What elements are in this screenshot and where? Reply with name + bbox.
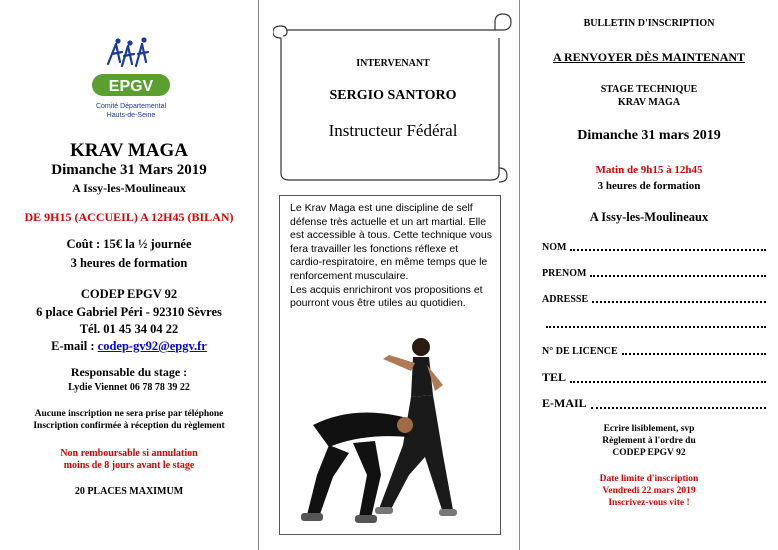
stage-place: A Issy-les-Moulineaux bbox=[589, 210, 709, 224]
middle-panel bbox=[258, 0, 520, 550]
stage-name: KRAV MAGA bbox=[617, 97, 681, 108]
course-place: A Issy-les-Moulineaux bbox=[72, 181, 186, 195]
description-paragraph-2: Les acquis enrichiront vos propositions et pourront vous être utiles au quotidien. bbox=[290, 283, 483, 310]
intervenant-name: SERGIO SANTORO bbox=[329, 88, 457, 103]
field-adresse-2[interactable] bbox=[542, 320, 766, 330]
org-email-line: E-mail : codep-gv92@epgv.fr bbox=[51, 339, 207, 353]
course-date: Dimanche 31 Mars 2019 bbox=[51, 162, 207, 178]
stage-type: STAGE TECHNIQUE bbox=[600, 84, 698, 95]
course-cost: Coût : 15€ la ½ journée bbox=[66, 237, 192, 251]
responsable-label: Responsable du stage : bbox=[70, 365, 188, 379]
field-prenom[interactable]: PRENOM bbox=[542, 268, 766, 279]
krav-maga-photo bbox=[293, 325, 493, 530]
responsable-name: Lydie Viennet 06 78 78 39 22 bbox=[68, 382, 190, 393]
right-panel bbox=[520, 0, 778, 550]
org-name: CODEP EPGV 92 bbox=[80, 287, 178, 301]
scroll-content bbox=[273, 8, 513, 183]
course-hours: DE 9H15 (ACCUEIL) A 12H45 (BILAN) bbox=[24, 210, 234, 224]
org-address: 6 place Gabriel Péri - 92310 Sèvres bbox=[36, 305, 222, 319]
refund-note-1: Non remboursable si annulation bbox=[60, 448, 198, 459]
stage-date: Dimanche 31 mars 2019 bbox=[577, 128, 721, 143]
field-tel[interactable]: TEL bbox=[542, 370, 766, 385]
logo-text: EPGV bbox=[108, 78, 154, 95]
deadline-cta: Inscrivez-vous vite ! bbox=[608, 498, 690, 508]
payment-order: Règlement à l'ordre du bbox=[602, 436, 696, 446]
left-panel bbox=[0, 0, 258, 550]
note-phone: Aucune inscription ne sera prise par téléphone bbox=[34, 409, 224, 419]
send-now-heading: A RENVOYER DÈS MAINTENANT bbox=[552, 50, 746, 64]
field-email[interactable]: E-MAIL bbox=[542, 396, 766, 411]
field-adresse[interactable]: ADRESSE bbox=[542, 294, 766, 305]
epgv-logo bbox=[88, 34, 174, 122]
deadline-date: Vendredi 22 mars 2019 bbox=[602, 486, 696, 496]
field-licence[interactable]: N° DE LICENCE bbox=[542, 346, 766, 357]
course-duration: 3 heures de formation bbox=[70, 256, 188, 270]
description-paragraph-1: Le Krav Maga est une discipline de self défense très actuelle et un art martial. Elle est accessible à tous. Cette technique vous fera travailler les fonctions réflexe et cardio-respiratoire, en même temps que le renforcement musculaire. bbox=[290, 202, 492, 282]
places-max: 20 PLACES MAXIMUM bbox=[74, 486, 184, 497]
intervenant-label: INTERVENANT bbox=[356, 58, 430, 69]
email-link[interactable]: codep-gv92@epgv.fr bbox=[97, 339, 207, 353]
intervenant-role: Instructeur Fédéral bbox=[328, 121, 458, 140]
write-clearly: Ecrire lisiblement, svp bbox=[603, 424, 695, 434]
stage-duration: 3 heures de formation bbox=[597, 180, 701, 192]
payment-payee: CODEP EPGV 92 bbox=[612, 448, 686, 458]
stage-time: Matin de 9h15 à 12h45 bbox=[595, 164, 703, 176]
refund-note-2: moins de 8 jours avant le stage bbox=[63, 460, 195, 471]
form-header: BULLETIN D'INSCRIPTION bbox=[583, 18, 715, 29]
note-payment: Inscription confirmée à réception du règlement bbox=[33, 421, 225, 431]
course-title: KRAV MAGA bbox=[69, 140, 189, 161]
org-phone: Tél. 01 45 34 04 22 bbox=[79, 322, 179, 336]
deadline-label: Date limite d'inscription bbox=[599, 474, 699, 484]
field-nom[interactable]: NOM bbox=[542, 242, 766, 253]
svg-text:Hauts-de-Seine: Hauts-de-Seine bbox=[106, 112, 156, 119]
svg-text:Comité Départemental: Comité Départemental bbox=[95, 103, 167, 110]
